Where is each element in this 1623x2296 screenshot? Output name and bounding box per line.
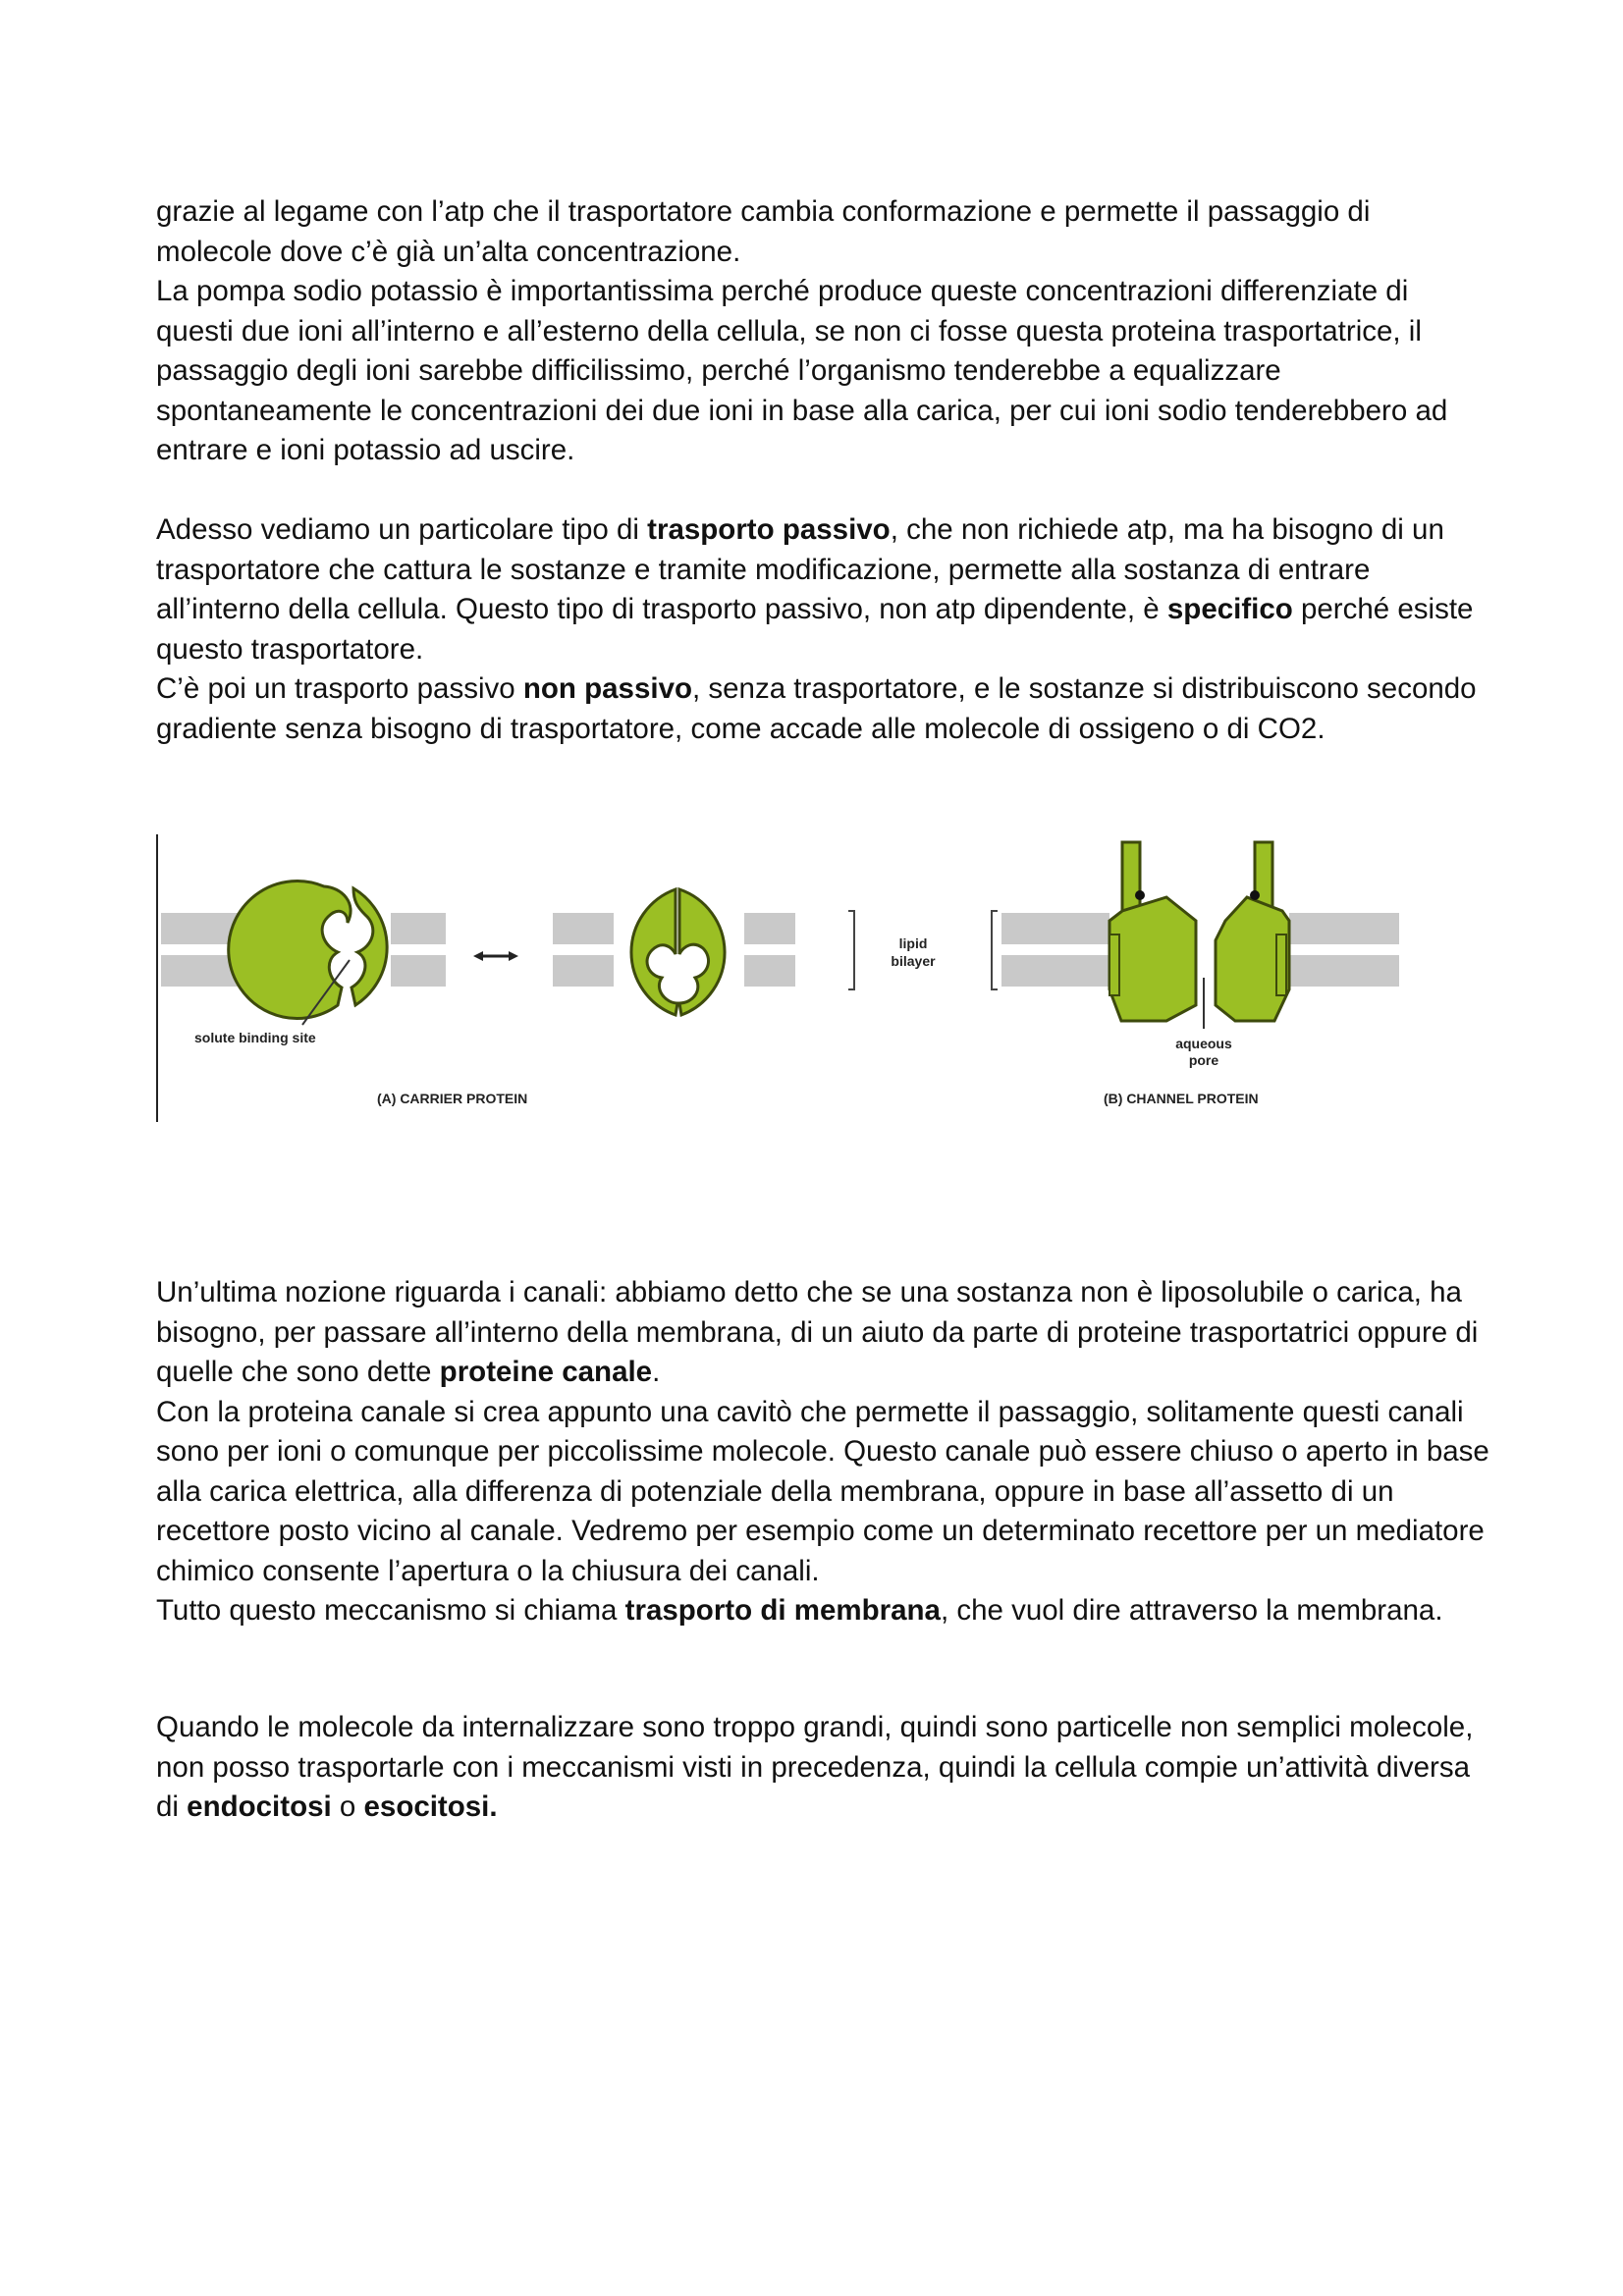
membrane-segment bbox=[391, 955, 446, 987]
membrane-segment bbox=[553, 913, 614, 944]
gate-hinge-dot bbox=[1135, 890, 1145, 900]
bold-term: esocitosi. bbox=[363, 1790, 498, 1823]
membrane-segment bbox=[1001, 955, 1109, 987]
solute-binding-site-label: solute binding site bbox=[194, 1030, 316, 1045]
bold-term: endocitosi bbox=[187, 1790, 332, 1823]
carrier-half-left bbox=[631, 889, 677, 1015]
text-block-2 bbox=[156, 510, 1491, 749]
membrane-b bbox=[1001, 913, 1399, 987]
channel-subunit-left bbox=[1109, 897, 1196, 1021]
paragraph-6: Con la proteina canale si crea appunto una cavitò che permette il passaggio, solitamente questi canali sono per ioni o comunque per piccolissime molecole. Questo canale può essere chiuso o aperto in base alla carica elettrica, alla differenza di potenziale della membrana, oppure in base all’assetto di un recettore posto vicino al canale. Vedremo per esempio come un determinato recettore per un mediatore chimico consente l’apertura o la chiusura dei canali. bbox=[156, 1395, 1489, 1587]
paragraph-7: Tutto questo meccanismo si chiama trasporto di membrana, che vuol dire attraverso la membrana. bbox=[156, 1594, 1443, 1627]
membrane-segment bbox=[1289, 913, 1399, 944]
channel-block bbox=[1109, 934, 1119, 995]
paragraph-1: grazie al legame con l’atp che il trasportatore cambia conformazione e permette il passaggio di molecole dove c’è già un’alta concentrazione. bbox=[156, 195, 1371, 268]
bold-term: non passivo bbox=[522, 672, 692, 705]
carrier-half-right bbox=[679, 889, 725, 1015]
carrier-half-left bbox=[229, 881, 351, 1018]
membrane-segment bbox=[391, 913, 446, 944]
paragraph-8: Quando le molecole da internalizzare sono troppo grandi, quindi sono particelle non semplici molecole, non posso trasportarle con i meccanismi visti in precedenza, quindi la cellula compie un’attività diversa di endocitosi o esocitosi. bbox=[156, 1711, 1474, 1823]
paragraph-4: C’è poi un trasporto passivo non passivo, senza trasportatore, e le sostanze si distribuiscono secondo gradiente senza bisogno di trasportatore, come accade alle molecole di ossigeno o di CO2. bbox=[156, 672, 1477, 745]
membrane-transport-figure bbox=[155, 832, 1402, 1122]
paragraph-3: Adesso vediamo un particolare tipo di trasporto passivo, che non richiede atp, ma ha bisogno di un trasportatore che cattura le sostanze e tramite modificazione, permette alla sostanza di entrare all’interno della cellula. Questo tipo di trasporto passivo, non atp dipendente, è specifico perché esiste questo trasportatore. bbox=[156, 513, 1474, 666]
carrier-channel-diagram bbox=[155, 832, 1402, 1122]
gate-hinge-dot bbox=[1250, 890, 1260, 900]
membrane-segment bbox=[1001, 913, 1109, 944]
bilayer-label: bilayer bbox=[891, 953, 936, 969]
bilayer-bracket-right bbox=[992, 911, 998, 989]
carrier-half-right bbox=[352, 888, 387, 1005]
channel-gate-left bbox=[1122, 842, 1140, 911]
caption-carrier-protein: (A) CARRIER PROTEIN bbox=[377, 1091, 528, 1106]
exchange-arrow bbox=[473, 951, 518, 961]
channel-block bbox=[1276, 934, 1286, 995]
membrane-segment bbox=[744, 913, 795, 944]
text-block-3 bbox=[156, 1273, 1491, 1631]
text-block-1 bbox=[156, 192, 1491, 471]
paragraph-5: Un’ultima nozione riguarda i canali: abbiamo detto che se una sostanza non è liposolubile o carica, ha bisogno, per passare all’interno della membrana, di un aiuto da parte di proteine trasportatrici oppure di quelle che sono dette proteine canale. bbox=[156, 1276, 1479, 1388]
pore-label: pore bbox=[1188, 1052, 1219, 1068]
bold-term: trasporto di membrana bbox=[624, 1594, 941, 1627]
lipid-label: lipid bbox=[898, 935, 928, 951]
aqueous-label: aqueous bbox=[1175, 1036, 1232, 1051]
carrier-protein-inward bbox=[631, 889, 725, 1015]
bold-term: specifico bbox=[1166, 593, 1293, 625]
text-block-4 bbox=[156, 1708, 1491, 1828]
bilayer-bracket-left bbox=[848, 911, 854, 989]
membrane-segment bbox=[744, 955, 795, 987]
channel-protein bbox=[1109, 842, 1289, 1021]
bold-term: trasporto passivo bbox=[647, 513, 891, 546]
paragraph-2: La pompa sodio potassio è importantissima perché produce queste concentrazioni differenziate di questi due ioni all’interno e all’esterno della cellula, se non ci fosse questa proteina trasportatrice, il passaggio degli ioni sarebbe difficilissimo, perché l’organismo tenderebbe a equalizzare spontaneamente le concentrazioni dei due ioni in base alla carica, per cui ioni sodio tenderebbero ad entrare e ioni potassio ad uscire. bbox=[156, 275, 1448, 466]
caption-channel-protein: (B) CHANNEL PROTEIN bbox=[1104, 1091, 1259, 1106]
carrier-protein-outward bbox=[229, 881, 387, 1018]
membrane-segment bbox=[553, 955, 614, 987]
bold-term: proteine canale bbox=[439, 1356, 653, 1388]
membrane-segment bbox=[1289, 955, 1399, 987]
